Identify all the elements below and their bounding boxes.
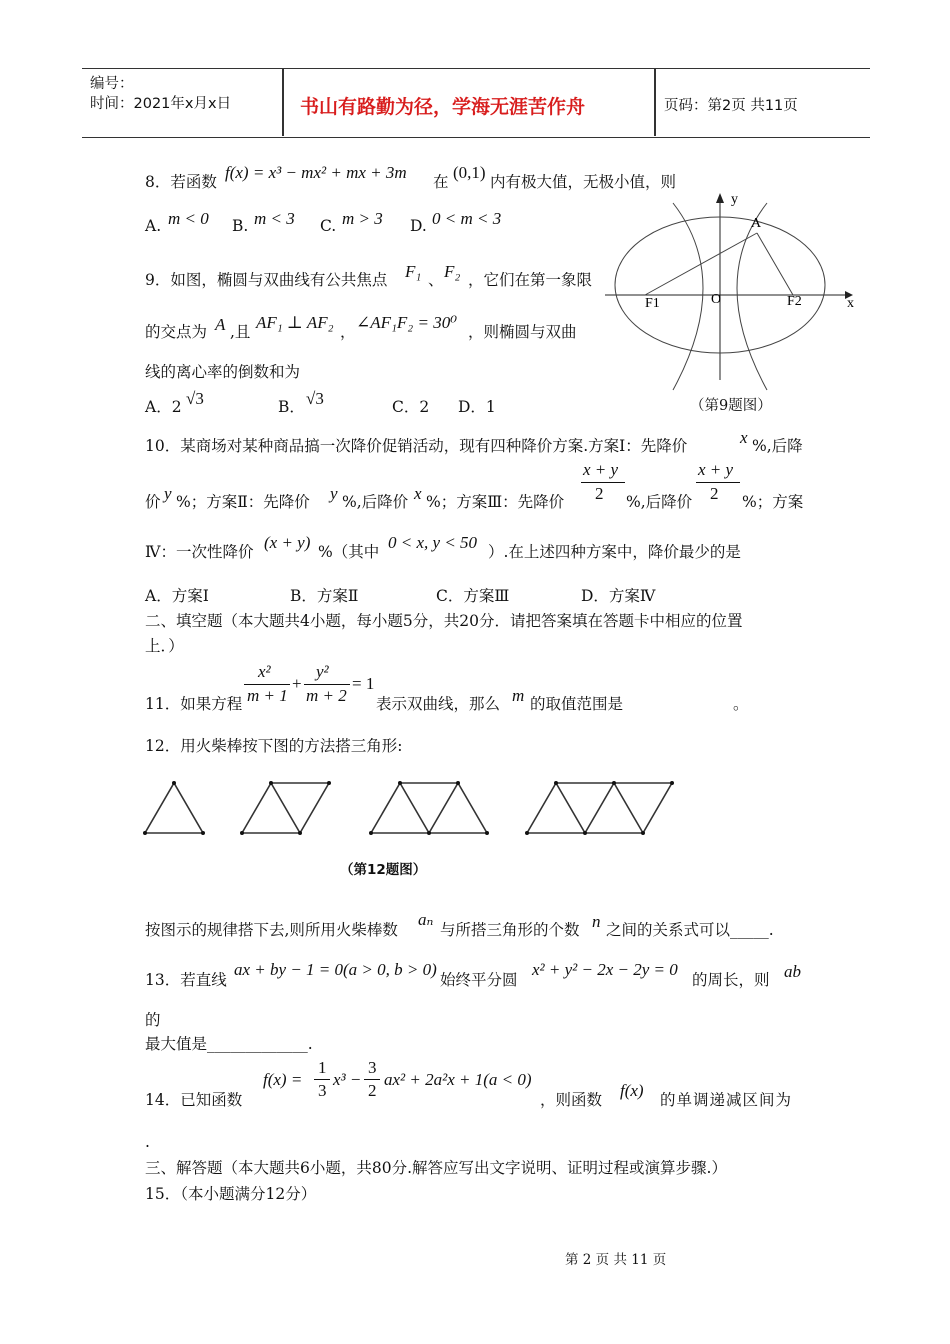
section3-heading: 三、解答题（本大题共6小题，共80分.解答应写出文字说明、证明过程或演算步骤.）: [145, 1159, 727, 1177]
q12-figure: [140, 775, 680, 840]
q8-option-b: m < 3: [254, 209, 295, 228]
q14-n2: 3: [368, 1058, 377, 1077]
q13-line2: 的: [145, 1011, 161, 1029]
line-af2: [757, 233, 793, 295]
q11-end: 。: [733, 695, 749, 713]
page-info: 页码：第2页 共11页: [664, 98, 798, 114]
q14-frac2-bar: [364, 1079, 380, 1080]
q8-suffix: 内有极大值，无极小值，则: [490, 173, 677, 191]
f1-label: F1: [645, 296, 660, 311]
q13-prefix: 13．若直线: [145, 971, 227, 989]
q9-line1-prefix: 9．如图，椭圆与双曲线有公共焦点: [145, 271, 388, 289]
q9-f1: F₁: [405, 262, 422, 281]
q9-option-c: C．2: [392, 398, 430, 416]
q9-angle: ∠AF₁F₂ = 30⁰: [356, 313, 458, 332]
header-divider: [654, 68, 656, 136]
q9-comma: ，: [340, 323, 356, 341]
q9-figure: [605, 185, 865, 420]
q10-frac1-bar: [581, 482, 625, 483]
q9-and: ,且: [230, 323, 251, 341]
q10-line2-c: %,后降价: [342, 493, 409, 511]
q9-line2-suffix: ，则椭圆与双曲: [468, 323, 577, 341]
x-label: x: [847, 296, 854, 311]
match-figure-2: [242, 783, 329, 833]
q9-line2-prefix: 的交点为: [145, 323, 208, 341]
q13-suffix: 的周长，则: [692, 971, 770, 989]
q14-n1: 1: [318, 1058, 327, 1077]
q10-x: x: [740, 428, 748, 447]
q13-line: ax + by − 1 = 0(a > 0, b > 0): [234, 960, 437, 979]
q11-mid: 表示双曲线，那么: [376, 695, 501, 713]
q11-frac1-bar: [244, 684, 290, 685]
q14-suffix: 的单调递减区间为: [660, 1091, 793, 1109]
q10-option-d: D．方案Ⅳ: [581, 587, 656, 605]
q10-option-c: C．方案Ⅲ: [436, 587, 510, 605]
code-label: 编号：: [90, 76, 134, 92]
q10-frac2-bar: [696, 482, 740, 483]
q10-line1-end: %,后降: [752, 437, 803, 455]
q13-mid: 始终平分圆: [440, 971, 518, 989]
q10-line2-d: %；方案Ⅲ：先降价: [426, 493, 565, 511]
q10-y: y: [164, 484, 172, 503]
y-axis-arrow: [716, 193, 724, 203]
q14-fx: f(x) =: [263, 1070, 303, 1089]
q12-figure-caption: （第12题图）: [340, 862, 427, 878]
q11-eq: = 1: [352, 674, 375, 693]
y-label: y: [731, 192, 738, 207]
q11-m: m: [512, 686, 525, 705]
q10-xy: (x + y): [264, 533, 311, 552]
q8-option-d-letter: D.: [410, 217, 427, 235]
q10-line2-b: %；方案Ⅱ：先降价: [176, 493, 310, 511]
q11-prefix: 11．如果方程: [145, 695, 243, 713]
q11-den2: m + 2: [306, 686, 347, 705]
q13-ab: ab: [784, 962, 801, 981]
header-divider: [282, 68, 284, 136]
q14-mid: ，则函数: [540, 1091, 603, 1109]
page-footer: 第 2 页 共 11 页: [565, 1252, 667, 1268]
q8-option-a-letter: A.: [145, 217, 162, 235]
q11-frac2-bar: [304, 684, 350, 685]
q9-option-a: √3: [186, 389, 204, 408]
match-figure-4: [527, 783, 672, 833]
q12-line2-b: 与所搭三角形的个数: [440, 921, 580, 939]
q9-line3: 线的离心率的倒数和为: [145, 363, 301, 381]
q12-an: aₙ: [418, 910, 434, 929]
q10-option-b: B．方案Ⅱ: [290, 587, 359, 605]
q9-option-b: √3: [306, 389, 324, 408]
q10-frac1-den: 2: [595, 484, 604, 503]
line-af1: [645, 233, 757, 295]
q12-n: n: [592, 912, 601, 931]
q10-line3-c: ）.在上述四种方案中，降价最少的是: [488, 543, 741, 561]
motto: 书山有路勤为径，学海无涯苦作舟: [300, 96, 586, 118]
point-a-label: A: [751, 216, 762, 231]
q9-line1-suffix: ，它们在第一象限: [468, 271, 593, 289]
q14-prefix: 14．已知函数: [145, 1091, 243, 1109]
hyperbola-right-branch: [737, 203, 767, 390]
q9-option-b-letter: B．: [278, 398, 305, 416]
q10-line2-f: %；方案: [742, 493, 804, 511]
match-figure-3: [371, 783, 487, 833]
q8-option-a: m < 0: [168, 209, 209, 228]
q8-interval: (0,1): [453, 163, 486, 182]
q10-cond: 0 < x, y < 50: [388, 533, 478, 552]
section2-heading-cont: 上．）: [145, 637, 184, 655]
q13-line3: 最大值是_____________.: [145, 1035, 313, 1053]
q8-mid: 在: [433, 173, 449, 191]
q10-frac1-num: x + y: [583, 460, 619, 479]
q10-line3-a: Ⅳ：一次性降价: [145, 543, 254, 561]
q11-num1: x²: [258, 662, 271, 681]
match-figure-1: [145, 783, 203, 833]
q8-option-b-letter: B.: [232, 217, 249, 235]
q9-perp: AF₁ ⊥ AF₂: [256, 313, 334, 332]
q11-suffix: 的取值范围是: [530, 695, 624, 713]
f2-label: F2: [787, 294, 802, 309]
q8-option-c: m > 3: [342, 209, 383, 228]
q15-heading: 15．（本小题满分12分）: [145, 1185, 317, 1203]
q9-figure-caption: （第9题图）: [690, 398, 772, 414]
q8-option-d: 0 < m < 3: [432, 209, 502, 228]
q14-frac1-bar: [314, 1079, 330, 1080]
q9-point: A: [215, 315, 226, 334]
q14-t1: x³ −: [333, 1070, 362, 1089]
q10-line3-b: %（其中: [318, 543, 380, 561]
q11-num2: y²: [316, 662, 329, 681]
q9-option-d: D．1: [458, 398, 496, 416]
q10-frac2-den: 2: [710, 484, 719, 503]
q10-option-a: A．方案Ⅰ: [145, 587, 209, 605]
q10-y-2: y: [330, 484, 338, 503]
q8-formula: f(x) = x³ − mx² + mx + 3m: [225, 163, 407, 182]
q14-d1: 3: [318, 1081, 327, 1100]
hyperbola-left-branch: [673, 203, 703, 390]
q8-prefix: 8．若函数: [145, 173, 217, 191]
q10-x-2: x: [414, 484, 422, 503]
q14-d2: 2: [368, 1081, 377, 1100]
q9-f2: F₂: [444, 262, 461, 281]
q12-line2-c: 之间的关系式可以_____.: [606, 921, 774, 939]
q9-option-a-letter: A．2: [145, 398, 182, 416]
time-label: 时间：2021年x月x日: [90, 96, 232, 112]
q12-line2-a: 按图示的规律搭下去,则所用火柴棒数: [145, 921, 398, 939]
q14-line2: .: [145, 1133, 150, 1151]
q10-line1: 10．某商场对某种商品搞一次降价促销活动，现有四种降价方案.方案Ⅰ：先降价: [145, 437, 688, 455]
origin-label: O: [711, 292, 722, 307]
q12-text: 12．用火柴棒按下图的方法搭三角形:: [145, 737, 403, 755]
q9-sep: 、: [428, 271, 444, 289]
q11-plus: +: [292, 674, 302, 693]
q8-option-c-letter: C.: [320, 217, 337, 235]
q14-t2: ax² + 2a²x + 1(a < 0): [384, 1070, 532, 1089]
q10-frac2-num: x + y: [698, 460, 734, 479]
q10-line2-a: 价: [145, 493, 161, 511]
q14-fx2: f(x): [620, 1081, 644, 1100]
q11-den1: m + 1: [247, 686, 288, 705]
q13-circle: x² + y² − 2x − 2y = 0: [532, 960, 678, 979]
q10-line2-e: %,后降价: [626, 493, 693, 511]
section2-heading: 二、填空题（本大题共4小题，每小题5分，共20分．请把答案填在答题卡中相应的位置: [145, 612, 743, 630]
